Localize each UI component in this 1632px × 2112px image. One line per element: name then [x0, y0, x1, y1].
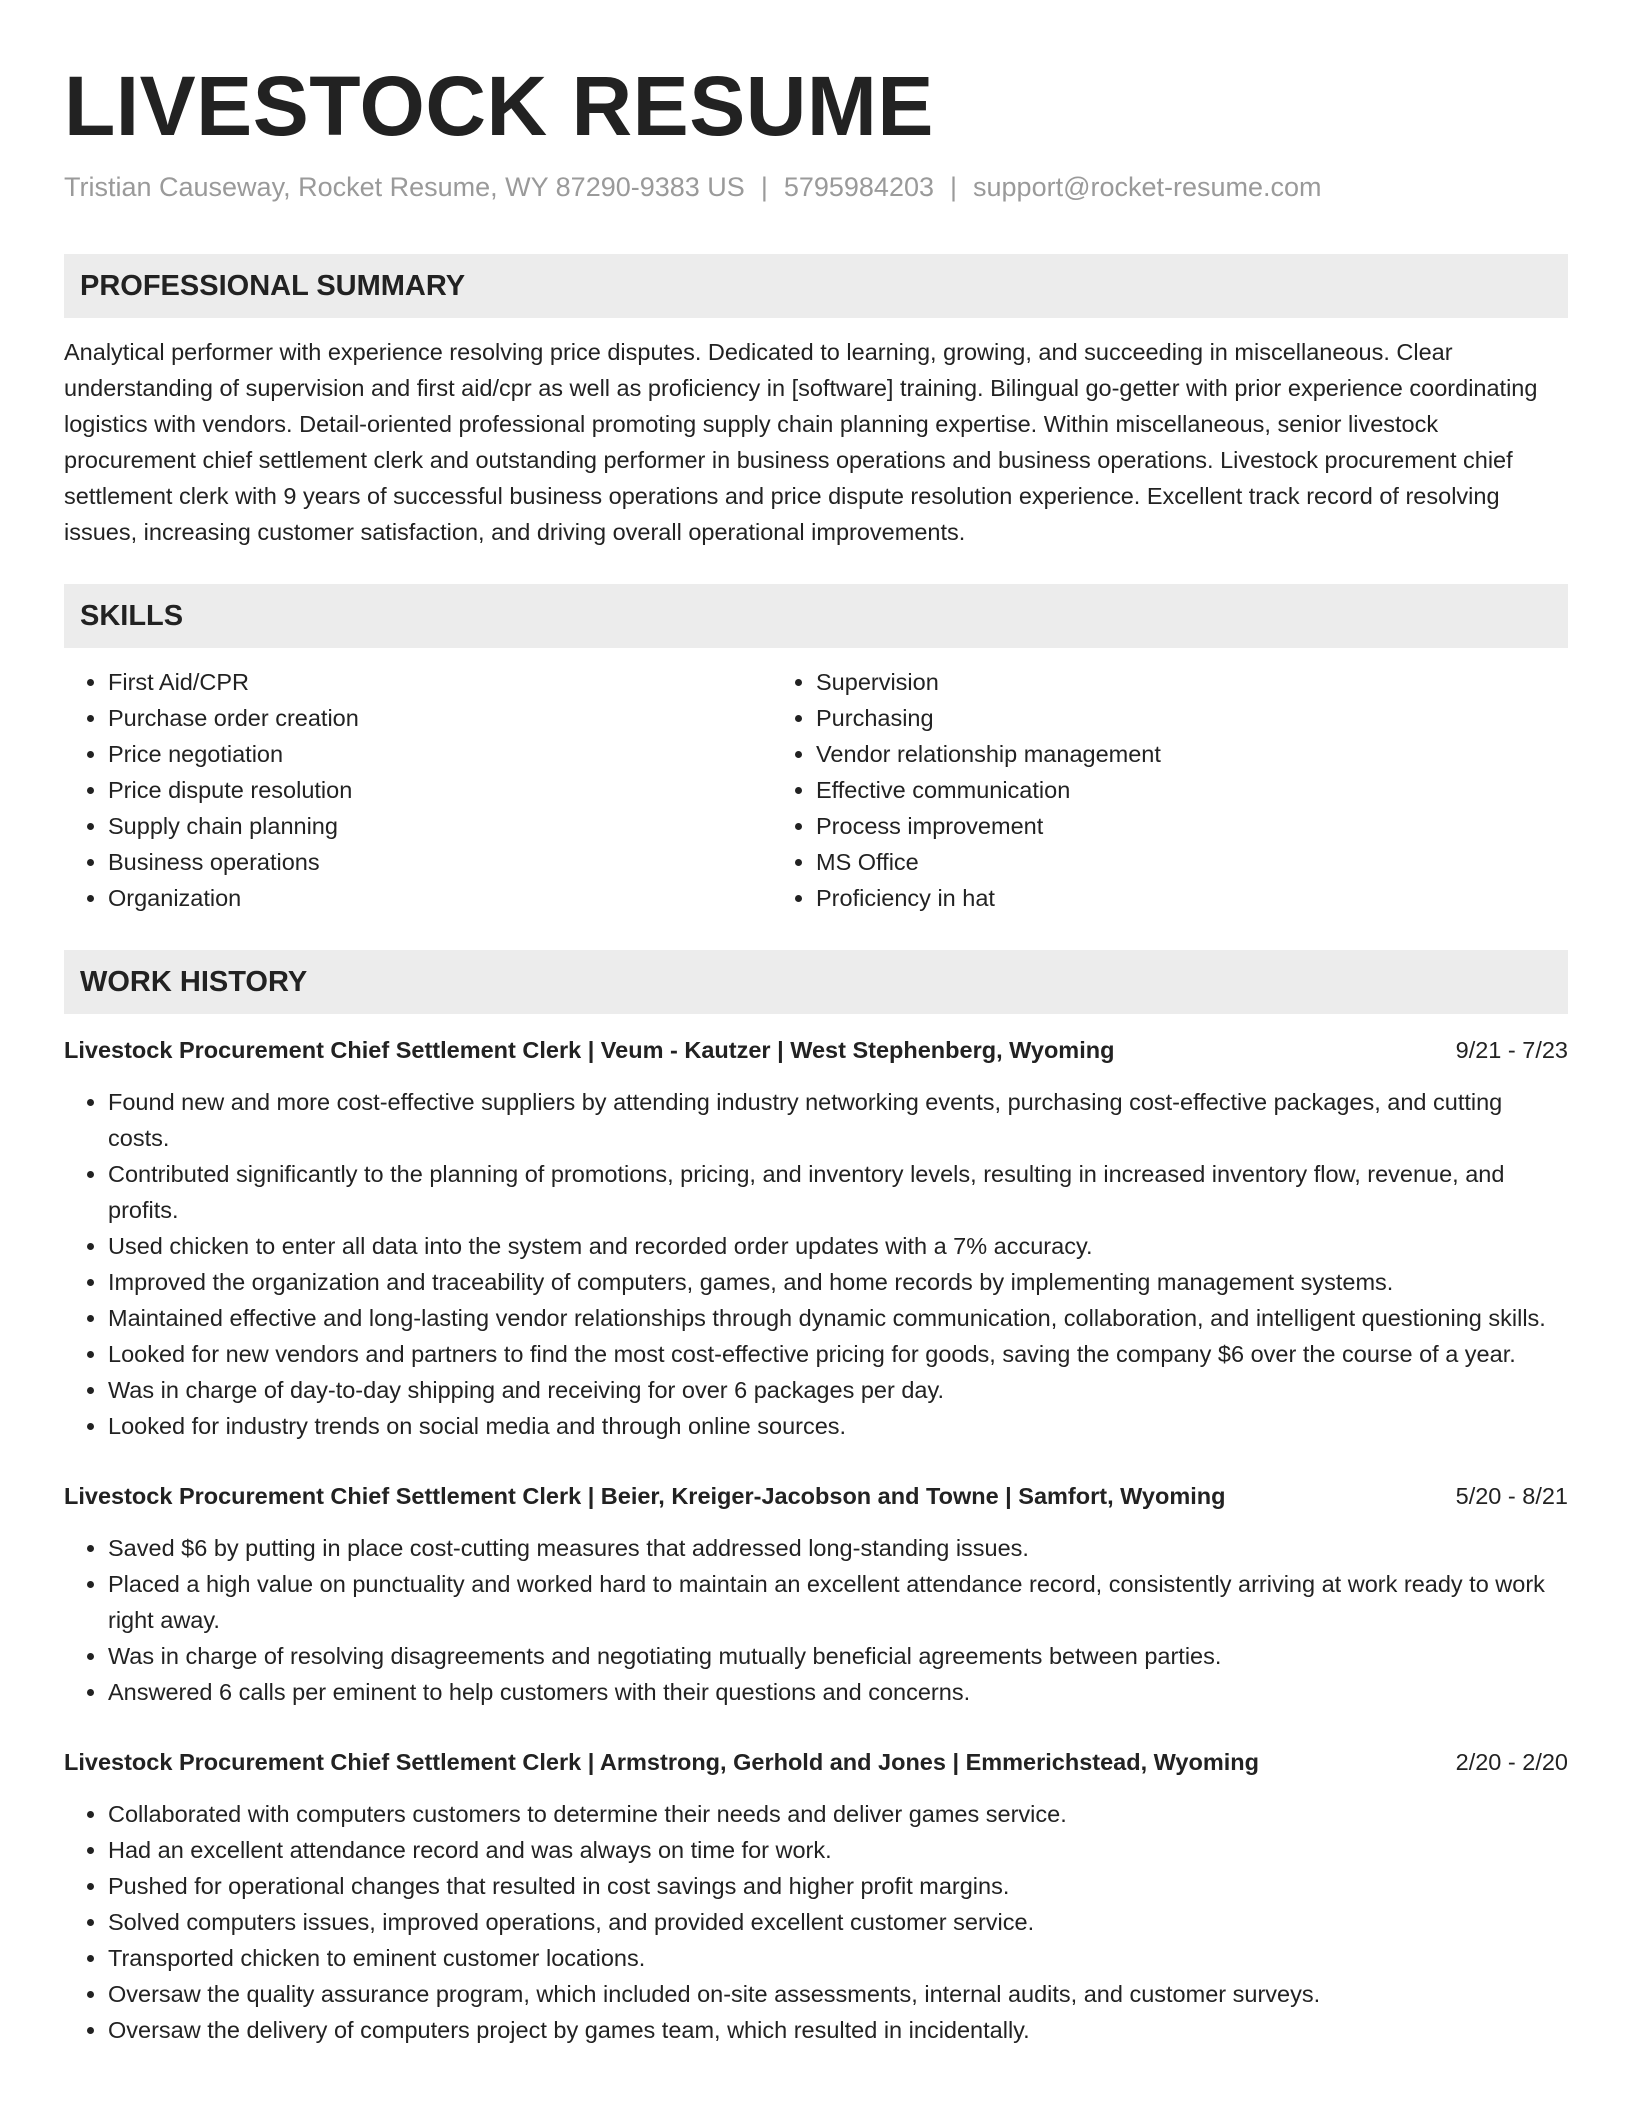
skills-list: [64, 664, 1568, 916]
resume-title: LIVESTOCK RESUME: [64, 59, 934, 153]
job-bullet: • Saved $6 by putting in place cost-cutting measures that addressed long-standing issues.: [108, 1530, 1568, 1566]
job-bullet: • Found new and more cost-effective suppliers by attending industry networking events, purchasing cost-effective packages, and cutting costs.: [108, 1084, 1568, 1156]
job-bullets: [64, 1530, 1568, 1710]
job-bullet: • Collaborated with computers customers to determine their needs and deliver games service.: [108, 1796, 1568, 1832]
job-bullet: • Transported chicken to eminent customer locations.: [108, 1940, 1568, 1976]
skills-column-right: [772, 664, 1568, 916]
skill-item: • Process improvement: [816, 808, 1568, 844]
job-bullet: • Maintained effective and long-lasting vendor relationships through dynamic communication, collaboration, and intelligent questioning skills.: [108, 1300, 1568, 1336]
skill-item: • Proficiency in hat: [816, 880, 1568, 916]
skill-item: • MS Office: [816, 844, 1568, 880]
work-history-section-header: WORK HISTORY: [64, 950, 1568, 1014]
skill-item: • Price negotiation: [108, 736, 772, 772]
job-title: Livestock Procurement Chief Settlement Clerk | Veum - Kautzer | West Stephenberg, Wyoming: [64, 1037, 1115, 1063]
skill-item: • First Aid/CPR: [108, 664, 772, 700]
job-bullet: • Was in charge of resolving disagreements and negotiating mutually beneficial agreements between parties.: [108, 1638, 1568, 1674]
job-entry: [64, 1744, 1568, 2048]
skill-item: • Purchase order creation: [108, 700, 772, 736]
job-bullets: [64, 1796, 1568, 2048]
job-bullet: • Solved computers issues, improved operations, and provided excellent customer service.: [108, 1904, 1568, 1940]
contact-address: Tristian Causeway, Rocket Resume, WY 87290-9383 US: [64, 172, 745, 202]
job-bullet: • Had an excellent attendance record and was always on time for work.: [108, 1832, 1568, 1868]
skill-item: • Supervision: [816, 664, 1568, 700]
job-bullet: • Looked for industry trends on social media and through online sources.: [108, 1408, 1568, 1444]
job-bullet: • Improved the organization and traceability of computers, games, and home records by implementing management systems.: [108, 1264, 1568, 1300]
job-bullet: • Used chicken to enter all data into the system and recorded order updates with a 7% accuracy.: [108, 1228, 1568, 1264]
contact-line: [64, 170, 1568, 204]
resume-page: [64, 0, 1568, 2048]
job-bullet: • Looked for new vendors and partners to find the most cost-effective pricing for goods, saving the company $6 over the course of a year.: [108, 1336, 1568, 1372]
job-bullets: [64, 1084, 1568, 1444]
skill-item: • Purchasing: [816, 700, 1568, 736]
job-bullet: • Placed a high value on punctuality and worked hard to maintain an excellent attendance record, consistently arriving at work ready to work right away.: [108, 1566, 1568, 1638]
contact-separator: |: [950, 172, 958, 202]
skill-item: • Vendor relationship management: [816, 736, 1568, 772]
job-bullet: • Oversaw the quality assurance program, which included on-site assessments, internal audits, and customer surveys.: [108, 1976, 1568, 2012]
summary-text: Analytical performer with experience resolving price disputes. Dedicated to learning, growing, and succeeding in miscellaneous. Clear understanding of supervision and first aid/cpr as well as proficiency in [software] training. Bilingual go-getter with prior experience coordinating logistics with vendors. Detail-oriented professional promoting supply chain planning expertise. Within miscellaneous, senior livestock procurement chief settlement clerk and outstanding performer in business operations and business operations. Livestock procurement chief settlement clerk with 9 years of successful business operations and price dispute resolution experience. Excellent track record of resolving issues, increasing customer satisfaction, and driving overall operational improvements.: [64, 339, 1538, 545]
job-heading: [64, 1744, 1568, 1780]
skill-item: • Business operations: [108, 844, 772, 880]
job-bullet: • Was in charge of day-to-day shipping and receiving for over 6 packages per day.: [108, 1372, 1568, 1408]
job-dates: 9/21 - 7/23: [1455, 1037, 1568, 1063]
job-bullet: • Answered 6 calls per eminent to help customers with their questions and concerns.: [108, 1674, 1568, 1710]
summary-section-header: PROFESSIONAL SUMMARY: [64, 254, 1568, 318]
skill-item: • Organization: [108, 880, 772, 916]
job-title: Livestock Procurement Chief Settlement Clerk | Armstrong, Gerhold and Jones | Emmerichstead, Wyoming: [64, 1749, 1259, 1775]
skills-column-left: [64, 664, 772, 916]
job-bullet: • Oversaw the delivery of computers project by games team, which resulted in incidentally.: [108, 2012, 1568, 2048]
skill-item: • Price dispute resolution: [108, 772, 772, 808]
job-entry: [64, 1478, 1568, 1710]
job-title: Livestock Procurement Chief Settlement Clerk | Beier, Kreiger-Jacobson and Towne | Samfort, Wyoming: [64, 1483, 1226, 1509]
contact-separator: |: [760, 172, 768, 202]
job-entry: [64, 1032, 1568, 1444]
job-bullet: • Pushed for operational changes that resulted in cost savings and higher profit margins.: [108, 1868, 1568, 1904]
job-heading: [64, 1478, 1568, 1514]
job-dates: 2/20 - 2/20: [1455, 1749, 1568, 1775]
job-bullet: • Contributed significantly to the planning of promotions, pricing, and inventory levels, resulting in increased inventory flow, revenue, and profits.: [108, 1156, 1568, 1228]
job-dates: 5/20 - 8/21: [1455, 1483, 1568, 1509]
contact-phone: 5795984203: [783, 172, 934, 202]
job-heading: [64, 1032, 1568, 1068]
skills-section-header: SKILLS: [64, 584, 1568, 648]
skill-item: • Effective communication: [816, 772, 1568, 808]
contact-email: support@rocket-resume.com: [973, 172, 1322, 202]
skill-item: • Supply chain planning: [108, 808, 772, 844]
